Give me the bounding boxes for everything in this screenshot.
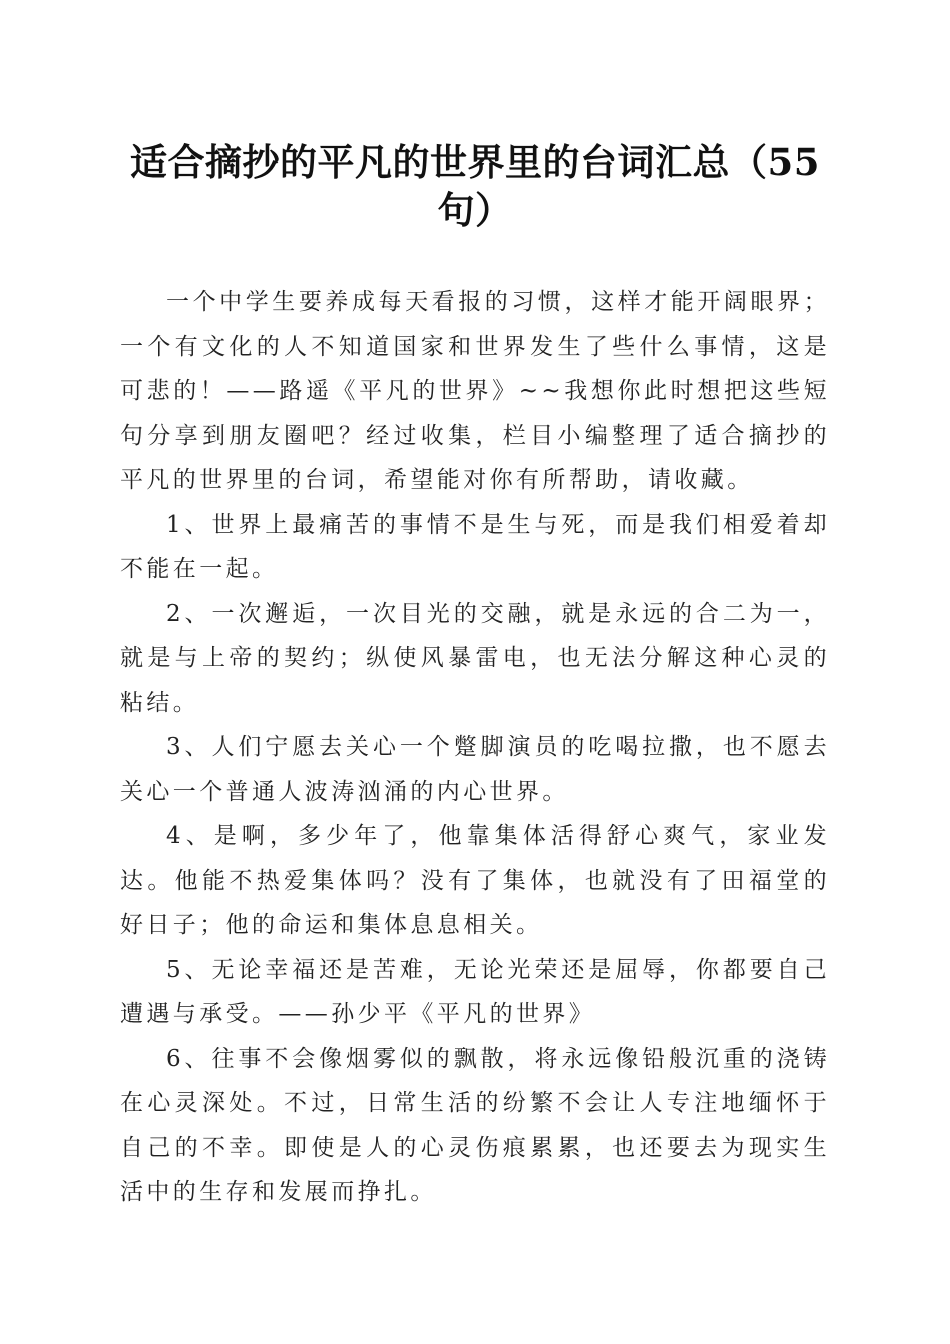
quote-paragraph-1: 1、世界上最痛苦的事情不是生与死，而是我们相爱着却不能在一起。: [120, 511, 830, 582]
quote-paragraph-6: 6、往事不会像烟雾似的飘散，将永远像铅般沉重的浇铸在心灵深处。不过，日常生活的纷繁不会让人专注地缅怀于自己的不幸。即使是人的心灵伤痕累累，也还要去为现实生活中的生存和发展而挣扎。: [120, 1045, 830, 1205]
quote-paragraph-3: 3、人们宁愿去关心一个蹩脚演员的吃喝拉撒，也不愿去关心一个普通人波涛汹涌的内心世界。: [120, 734, 830, 805]
title-line-2: 句）: [437, 188, 513, 232]
title-line-1: 适合摘抄的平凡的世界里的台词汇总（55: [130, 140, 820, 184]
quote-paragraph-2: 2、一次邂逅，一次目光的交融，就是永远的合二为一，就是与上帝的契约；纵使风暴雷电，也无法分解这种心灵的粘结。: [120, 600, 830, 716]
document-body: [120, 280, 830, 1215]
intro-paragraph: 一个中学生要养成每天看报的习惯，这样才能开阔眼界；一个有文化的人不知道国家和世界发生了些什么事情，这是可悲的！——路遥《平凡的世界》~~我想你此时想把这些短句分享到朋友圈吧？经过收集，栏目小编整理了适合摘抄的平凡的世界里的台词，希望能对你有所帮助，请收藏。: [120, 289, 830, 493]
quote-paragraph-4: 4、是啊，多少年了，他靠集体活得舒心爽气，家业发达。他能不热爱集体吗？没有了集体，也就没有了田福堂的好日子；他的命运和集体息息相关。: [120, 823, 830, 938]
document-title: [120, 138, 830, 234]
quote-paragraph-5: 5、无论幸福还是苦难，无论光荣还是屈辱，你都要自己遭遇与承受。——孙少平《平凡的世界》: [120, 956, 830, 1027]
